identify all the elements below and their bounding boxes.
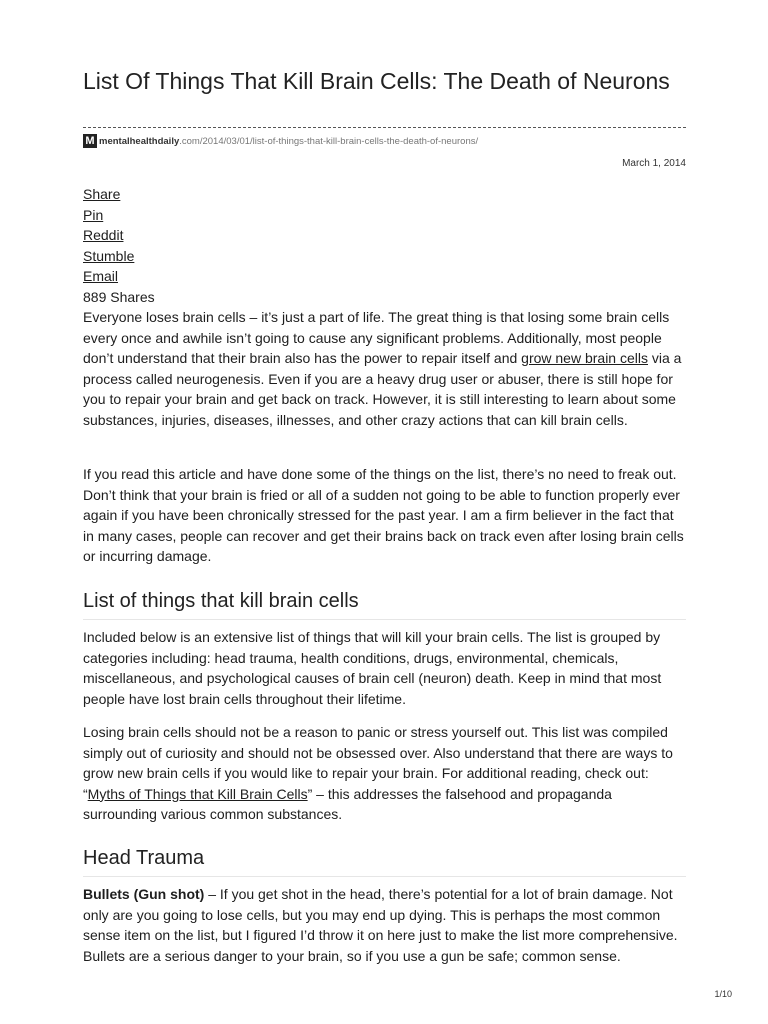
shares-count: 889 Shares — [83, 288, 155, 305]
section-heading-list: List of things that kill brain cells — [83, 590, 359, 612]
stumble-link[interactable]: Stumble — [83, 247, 135, 264]
source-domain: mentalhealthdaily — [99, 135, 180, 147]
intro-paragraph-1 — [83, 307, 686, 431]
email-link[interactable]: Email — [83, 268, 119, 285]
page-number: 1/10 — [714, 989, 732, 999]
article-title: List Of Things That Kill Brain Cells: The Death of Neurons — [83, 68, 670, 94]
publish-date: March 1, 2014 — [622, 158, 686, 169]
section-divider — [83, 876, 686, 877]
reddit-link[interactable]: Reddit — [83, 227, 124, 244]
section-heading-head-trauma: Head Trauma — [83, 847, 205, 869]
site-logo-icon: M — [83, 134, 97, 148]
list-paragraph-1: Included below is an extensive list of things that will kill your brain cells. The list is grouped by categories including: head trauma, health conditions, drugs, environmental, chemicals, miscellaneous, and psychological causes of brain cell (neuron) death. Keep in mind that most people have lost brain cells throughout their lifetime. — [83, 629, 662, 707]
intro-p1-text-end: via a process called neurogenesis. Even if you are a heavy drug user or abuser, there is still hope for you to repair your brain and get back on track. However, it is still interesting to learn about some substances, injuries, diseases, illnesses, and other crazy actions that can kill brain cells. — [83, 350, 682, 428]
intro-paragraph-2: If you read this article and have done some of the things on the list, there’s no need to freak out. Don’t think that your brain is fried or all of a sudden not going to be able to function properly ever again if you have been chronically stressed for the past year. I am a firm believer in the fact that in many cases, people can recover and get their brains back on track even after losing brain cells or incurring damage. — [83, 466, 684, 565]
grow-new-brain-cells-link[interactable]: grow new brain cells — [521, 350, 648, 367]
myths-link[interactable]: Myths of Things that Kill Brain Cells — [87, 785, 308, 802]
share-link[interactable]: Share — [83, 186, 121, 202]
item-text: – If you get shot in the head, there’s potential for a lot of brain damage. Not only are you going to lose cells, but you may end up dying. This is perhaps the most common sense item on the list, but I figured I’d throw it on here just to make the list more comprehensive. Bullets are a serious danger to your brain, so if you use a gun be safe; common sense. — [83, 886, 678, 964]
source-path: /2014/03/01/list-of-things-that-kill-brain-cells-the-death-of-neurons/ — [199, 135, 479, 147]
list-p2-text-end: ” – this addresses the falsehood and propaganda surrounding various common substances. — [83, 785, 612, 823]
title-divider — [83, 127, 686, 128]
item-label: Bullets (Gun shot) — [83, 886, 205, 902]
list-paragraph-2 — [83, 722, 686, 825]
source-tld: .com — [179, 135, 200, 147]
trauma-paragraph — [83, 884, 686, 966]
share-links — [83, 184, 155, 308]
section-divider — [83, 619, 686, 620]
intro-p1-text: Everyone loses brain cells – it’s just a part of life. The great thing is that losing some brain cells every once and awhile isn’t going to cause any significant problems. Additionally, most people don’t understand that their brain also has the power to repair itself and — [83, 309, 670, 367]
source-url[interactable] — [83, 134, 478, 148]
pin-link[interactable]: Pin — [83, 206, 104, 223]
list-p2-text: Losing brain cells should not be a reason to panic or stress yourself out. This list was compiled simply out of curiosity and should not be obsessed over. Also understand that there are ways to grow new brain cells if you would like to repair your brain. For additional reading, check out: “ — [83, 724, 673, 802]
